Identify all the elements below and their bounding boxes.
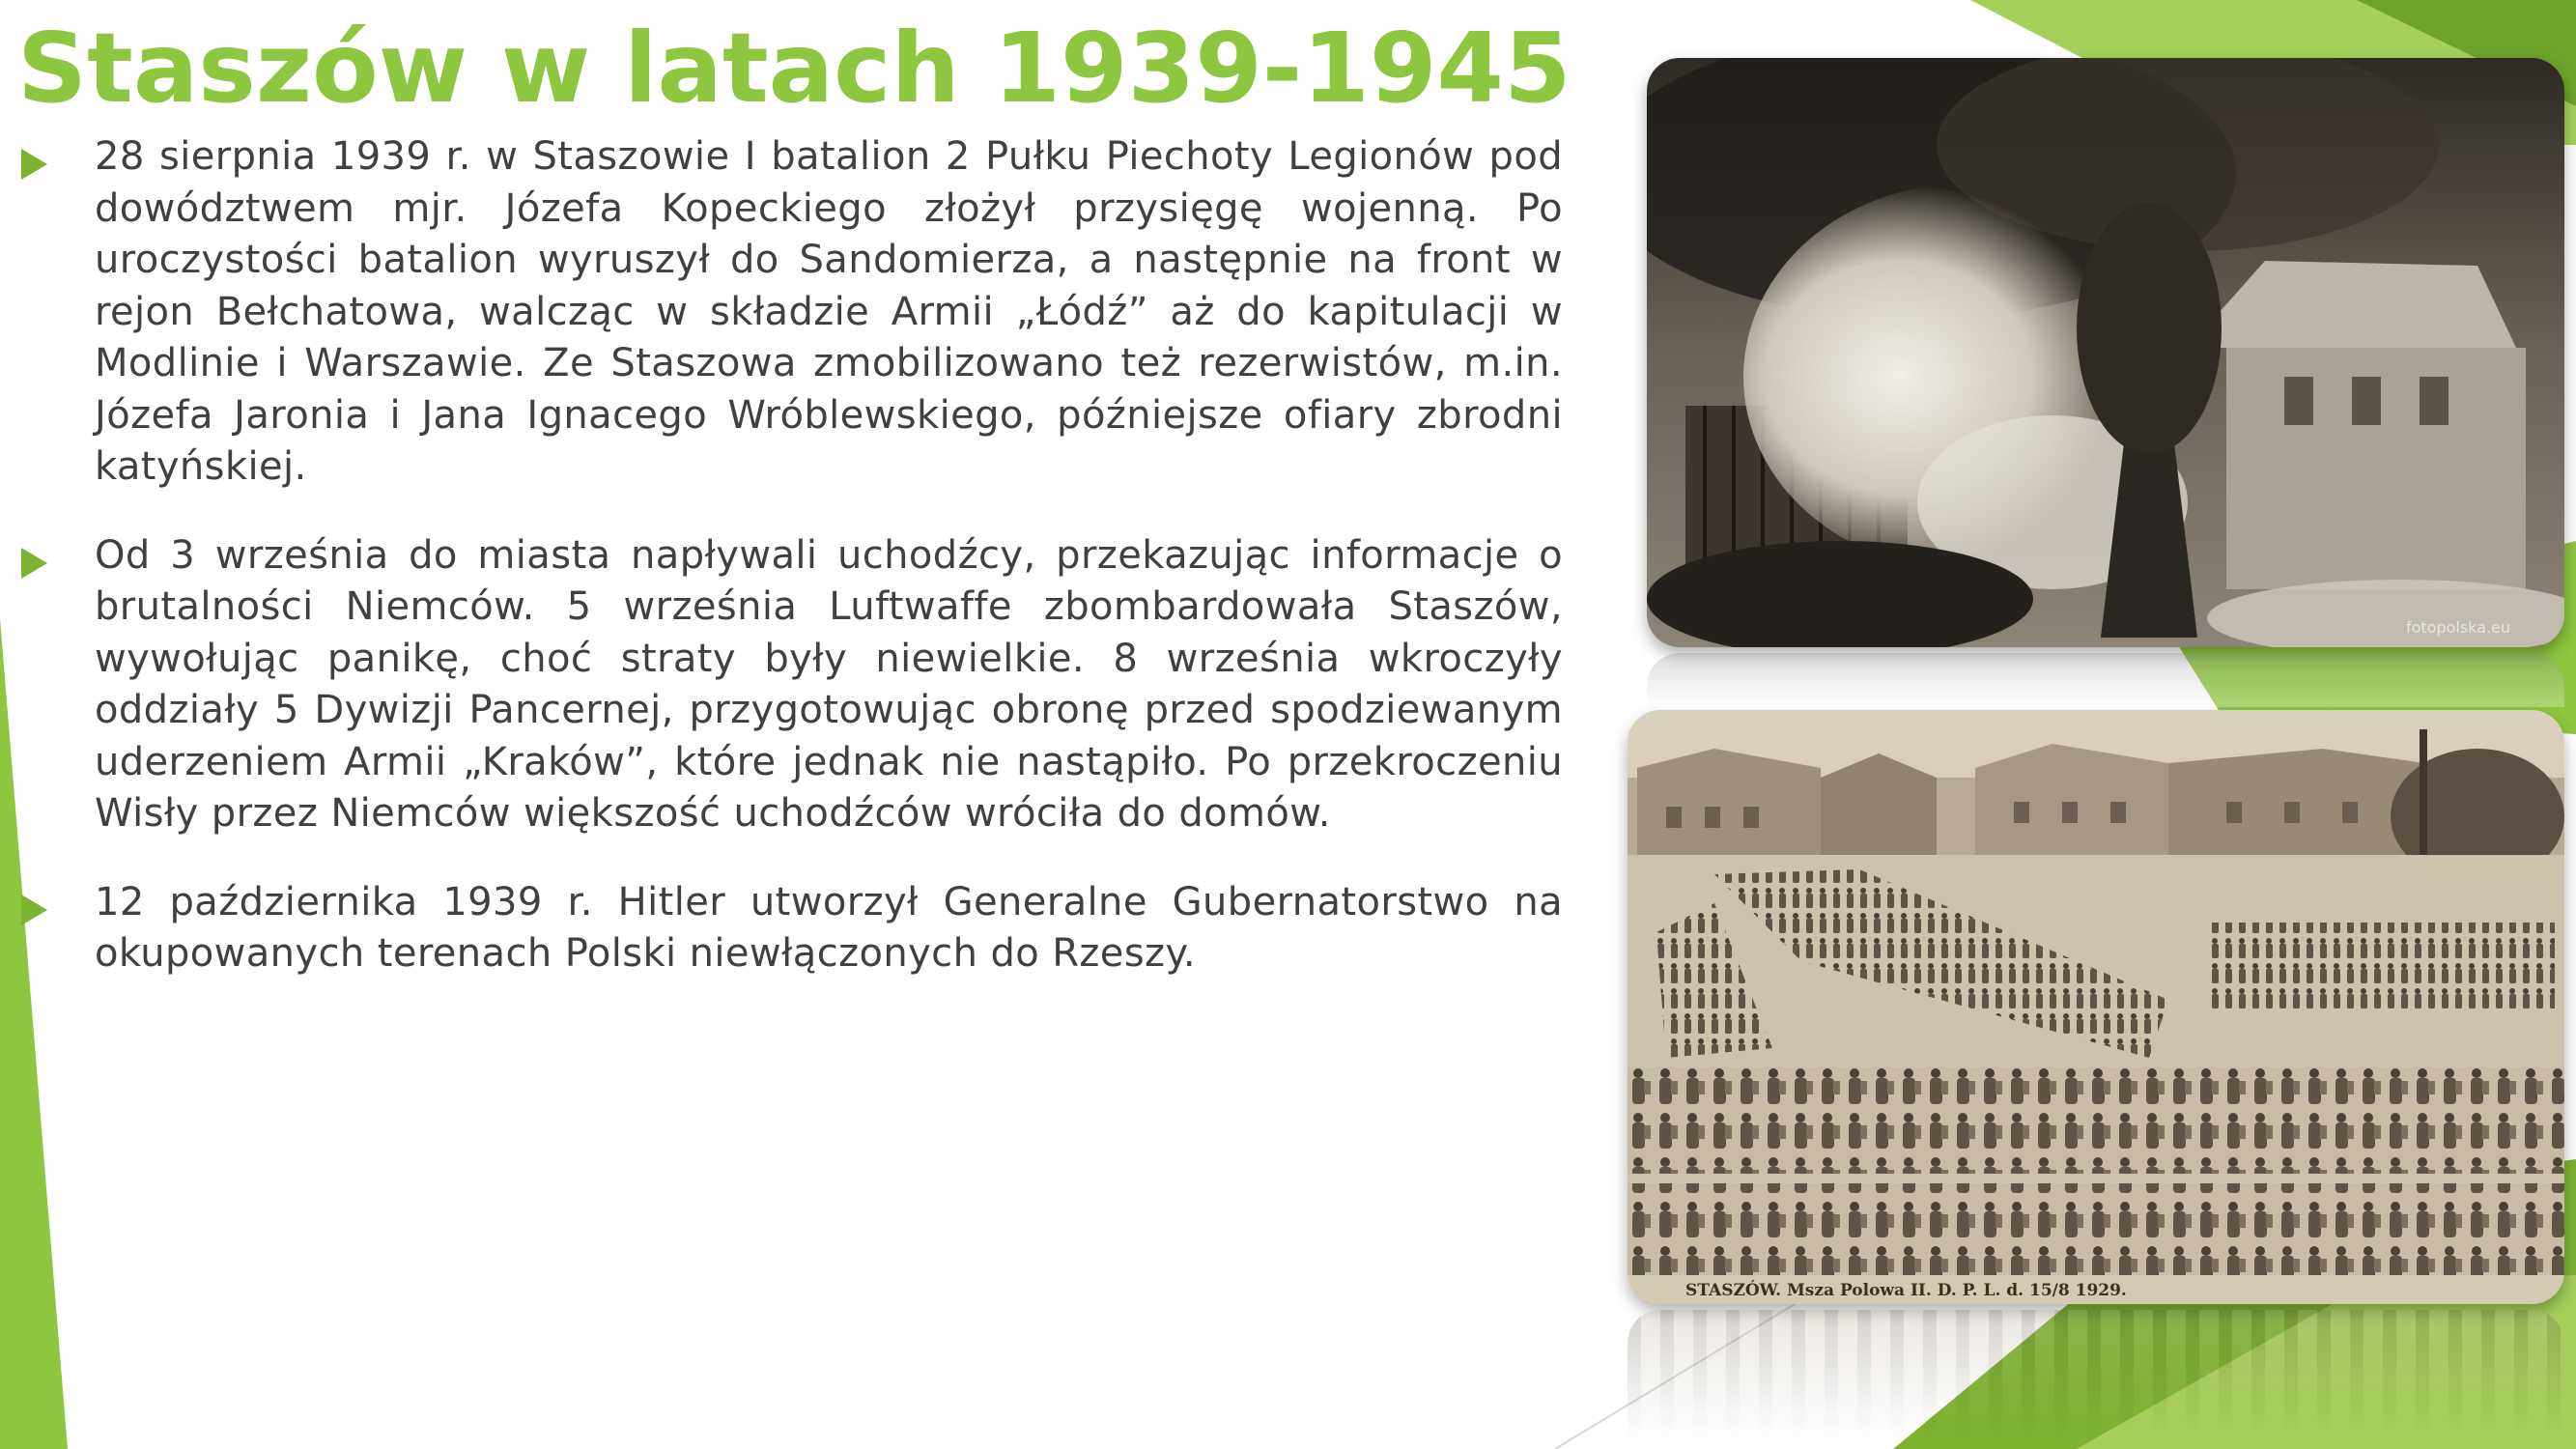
bullet-text: 28 sierpnia 1939 r. w Staszowie I batalion 2 Pułku Piechoty Legionów pod dowództwem mjr. Józefa Kopeckiego złożył przysięgę wojenną. Po uroczystości batalion wyruszył do Sandomierza, a następnie na front w rejon Bełchatowa, walcząc w składzie Armii „Łódź” aż do kapitulacji w Modlinie i Warszawie. Ze Staszowa zmobilizowano też rezerwistów, m.in. Józefa Jaronia i Jana Ignacego Wróblewskiego, późniejsze ofiary zbrodni katyńskiej. [95,134,1563,489]
bullet-arrow-icon [21,149,47,180]
photo-reflection [1628,1310,2564,1440]
burning-building-photo [1647,58,2564,647]
photo-caption: STASZÓW. Msza Polowa II. D. P. L. d. 15/8 1929. [1685,1281,2127,1300]
slide-title: Staszów w latach 1939-1945 [17,12,1571,125]
photo-watermark: fotopolska.eu [2405,618,2511,637]
bullet-item [21,530,1563,840]
photo-reflection [1647,653,2564,707]
bullet-arrow-icon [21,548,47,579]
bullet-list [21,131,1563,1017]
bullet-item [21,131,1563,494]
bullet-item [21,877,1563,980]
bullet-text: 12 października 1939 r. Hitler utworzył Generalne Gubernatorstwo na okupowanych terenach Polski niewłączonych do Rzeszy. [95,879,1563,976]
bullet-text: Od 3 września do miasta napływali uchodźcy, przekazując informacje o brutalności Niemców. 5 września Luftwaffe zbombardowała Staszów, wywołując panikę, choć straty były niewielkie. 8 września wkroczyły oddziały 5 Dywizji Pancernej, przygotowując obronę przed spodziewanym uderzeniem Armii „Kraków”, które jednak nie nastąpiło. Po przekroczeniu Wisły przez Niemców większość uchodźców wróciła do domów. [95,532,1563,836]
field-mass-photo [1628,710,2564,1304]
bullet-arrow-icon [21,895,47,925]
